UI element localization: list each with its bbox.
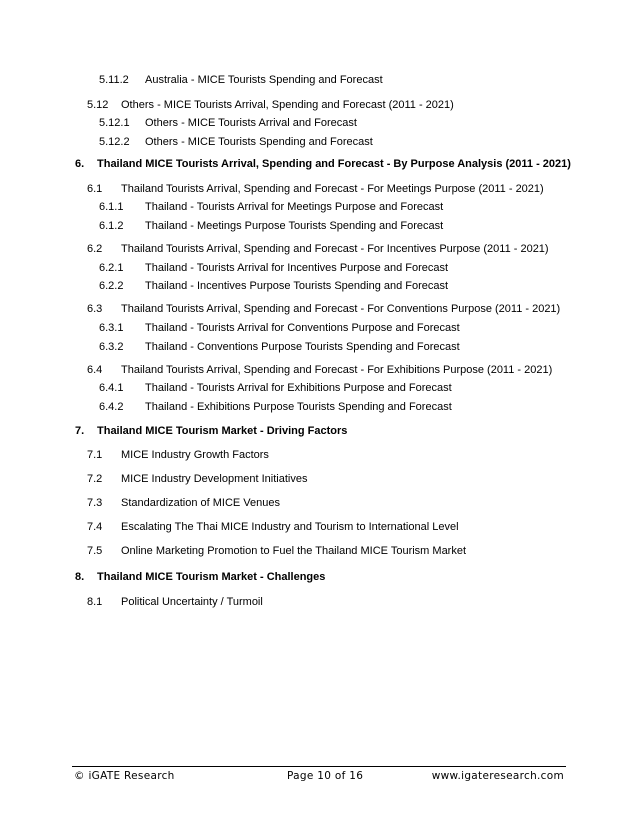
- toc-number: 6.2: [87, 243, 103, 255]
- toc-title: Thailand - Meetings Purpose Tourists Spending and Forecast: [145, 220, 444, 232]
- toc-number: 7.4: [87, 521, 103, 533]
- toc-number: 6.1.2: [99, 220, 124, 232]
- toc-title: Thailand - Exhibitions Purpose Tourists Spending and Forecast: [145, 401, 452, 413]
- toc-title: Thailand MICE Tourism Market - Driving Factors: [97, 425, 348, 437]
- toc-title: Thailand - Tourists Arrival for Exhibitions Purpose and Forecast: [145, 382, 452, 394]
- footer-divider: [72, 766, 566, 767]
- toc-title: MICE Industry Growth Factors: [121, 449, 269, 461]
- toc-number: 8.: [75, 571, 85, 583]
- toc-title: Thailand MICE Tourists Arrival, Spending and Forecast - By Purpose Analysis (2011 - 2021): [97, 158, 571, 170]
- footer-copyright: © iGATE Research: [74, 770, 175, 782]
- toc-number: 6.4: [87, 364, 103, 376]
- toc-number: 7.1: [87, 449, 103, 461]
- toc-number: 8.1: [87, 596, 103, 608]
- toc-title: Online Marketing Promotion to Fuel the Thailand MICE Tourism Market: [121, 545, 467, 557]
- footer-website-link[interactable]: www.igateresearch.com: [431, 770, 564, 782]
- toc-title: Thailand - Tourists Arrival for Incentives Purpose and Forecast: [145, 262, 449, 274]
- toc-title: Thailand - Conventions Purpose Tourists Spending and Forecast: [145, 341, 460, 353]
- toc-number: 7.: [75, 425, 85, 437]
- toc-number: 5.12.1: [99, 117, 130, 129]
- toc-number: 6.2.2: [99, 280, 124, 292]
- toc-number: 5.11.2: [99, 74, 129, 86]
- toc-title: Thailand - Tourists Arrival for Conventions Purpose and Forecast: [145, 322, 460, 334]
- toc-number: 7.3: [87, 497, 103, 509]
- toc-title: MICE Industry Development Initiatives: [121, 473, 308, 485]
- toc-title: Escalating The Thai MICE Industry and Tourism to International Level: [121, 521, 459, 533]
- toc-number: 6.3.2: [99, 341, 124, 353]
- footer-page-number: Page 10 of 16: [287, 770, 364, 782]
- toc-title: Thailand - Tourists Arrival for Meetings Purpose and Forecast: [145, 201, 444, 213]
- toc-number: 7.5: [87, 545, 103, 557]
- toc-title: Others - MICE Tourists Arrival, Spending and Forecast (2011 - 2021): [121, 99, 454, 111]
- toc-title: Others - MICE Tourists Spending and Forecast: [145, 136, 373, 148]
- toc-number: 5.12: [87, 99, 109, 111]
- toc-title: Political Uncertainty / Turmoil: [121, 596, 263, 608]
- toc-number: 6.1: [87, 183, 103, 195]
- toc-number: 6.4.2: [99, 401, 124, 413]
- toc-title: Australia - MICE Tourists Spending and Forecast: [145, 74, 383, 86]
- toc-number: 6.3.1: [99, 322, 124, 334]
- toc-title: Thailand Tourists Arrival, Spending and Forecast - For Meetings Purpose (2011 - 2021): [121, 183, 544, 195]
- toc-number: 6.1.1: [99, 201, 124, 213]
- toc-number: 6.: [75, 158, 85, 170]
- toc-number: 6.2.1: [99, 262, 124, 274]
- toc-title: Thailand Tourists Arrival, Spending and Forecast - For Exhibitions Purpose (2011 - 2021): [121, 364, 553, 376]
- toc-title: Standardization of MICE Venues: [121, 497, 280, 509]
- toc-title: Thailand MICE Tourism Market - Challenges: [97, 571, 326, 583]
- toc-number: 5.12.2: [99, 136, 130, 148]
- toc-title: Thailand Tourists Arrival, Spending and Forecast - For Incentives Purpose (2011 - 2021): [121, 243, 549, 255]
- toc-title: Thailand Tourists Arrival, Spending and Forecast - For Conventions Purpose (2011 - 2021): [121, 303, 561, 315]
- toc-title: Others - MICE Tourists Arrival and Forecast: [145, 117, 357, 129]
- toc-number: 7.2: [87, 473, 103, 485]
- toc-number: 6.3: [87, 303, 103, 315]
- toc-title: Thailand - Incentives Purpose Tourists Spending and Forecast: [145, 280, 449, 292]
- toc-number: 6.4.1: [99, 382, 124, 394]
